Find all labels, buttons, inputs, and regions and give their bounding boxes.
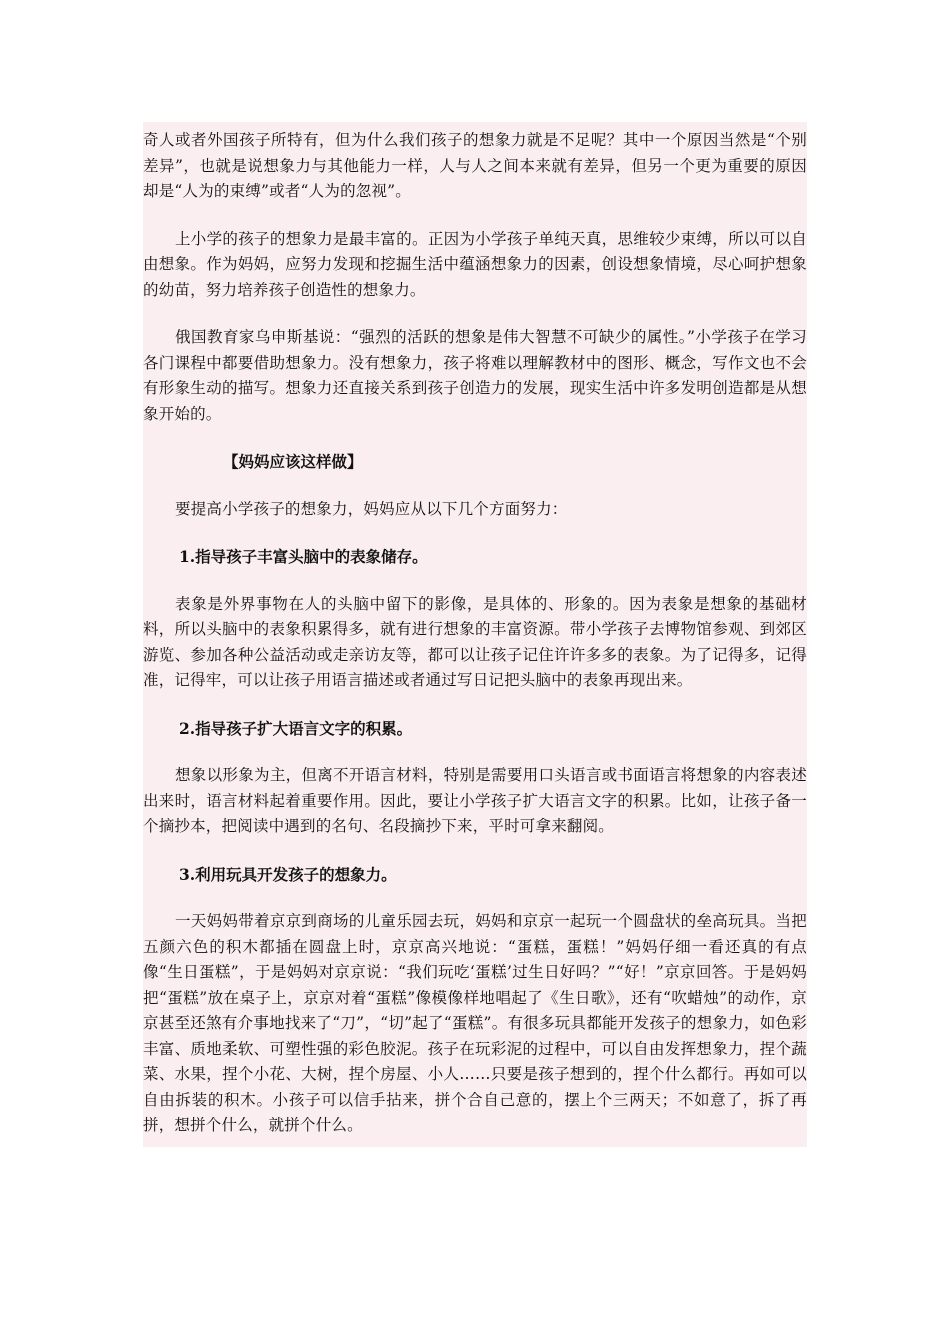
paragraph-ushinsky-quote: 俄国教育家乌申斯基说：“强烈的活跃的想象是伟大智慧不可缺少的属性。”小学孩子在学习各门课程中都要借助想象力。没有想象力，孩子将难以理解教材中的图形、概念，写作文也不会有形象生动的描写。想象力还直接关系到孩子创造力的发展，现实生活中许多发明创造都是从想象开始的。 (143, 328, 807, 423)
paragraph-language: 想象以形象为主，但离不开语言材料，特别是需要用口头语言或书面语言将想象的内容表述出来时，语言材料起着重要作用。因此，要让小学孩子扩大语言文字的积累。比如，让孩子备一个摘抄本，把阅读中遇到的名句、名段摘抄下来，平时可拿来翻阅。 (143, 766, 807, 835)
paragraph-toys-story: 一天妈妈带着京京到商场的儿童乐园去玩，妈妈和京京一起玩一个圆盘状的垒高玩具。当把五颜六色的积木都插在圆盘上时，京京高兴地说：“蛋糕，蛋糕！”妈妈仔细一看还真的有点像“生日蛋糕”，于是妈妈对京京说：“我们玩吃‘蛋糕’过生日好吗？”“好！”京京回答。于是妈妈把“蛋糕”放在桌子上，京京对着“蛋糕”像模像样地唱起了《生日歌》，还有“吹蜡烛”的动作，京京甚至还煞有介事地找来了“刀”，“切”起了“蛋糕”。有很多玩具都能开发孩子的想象力，如色彩丰富、质地柔软、可塑性强的彩色胶泥。孩子在玩彩泥的过程中，可以自由发挥想象力，捏个蔬菜、水果，捏个小花、大树，捏个房屋、小人……只要是孩子想到的，捏个什么都行。再如可以自由拆装的积木。小孩子可以信手拈来，拼个合自己意的，摆上个三两天；不如意了，拆了再拼，想拼个什么，就拼个什么。 (143, 912, 807, 1134)
paragraph-intro: 奇人或者外国孩子所特有，但为什么我们孩子的想象力就是不足呢？其中一个原因当然是“个别差异”，也就是说想象力与其他能力一样，人与人之间本来就有差异，但另一个更为重要的原因却是“人为的束缚”或者“人为的忽视”。 (143, 131, 807, 200)
section-heading-mom-should: 【妈妈应该这样做】 (223, 452, 363, 471)
paragraph-how-to-improve: 要提高小学孩子的想象力，妈妈应从以下几个方面努力： (175, 499, 568, 518)
paragraph-representations: 表象是外界事物在人的头脑中留下的影像，是具体的、形象的。因为表象是想象的基础材料，所以头脑中的表象积累得多，就有进行想象的丰富资源。带小学孩子去博物馆参观、到郊区游览、参加各种公益活动或走亲访友等，都可以让孩子记住许许多多的表象。为了记得多，记得准，记得牢，可以让孩子用语言描述或者通过写日记把头脑中的表象再现出来。 (143, 594, 807, 689)
subheading-2: 2.指导孩子扩大语言文字的积累。 (179, 718, 413, 738)
paragraph-primary-school: 上小学的孩子的想象力是最丰富的。正因为小学孩子单纯天真，思维较少束缚，所以可以自由想象。作为妈妈，应努力发现和挖掘生活中蕴涵想象力的因素，创设想象情境，尽心呵护想象的幼苗，努力培养孩子创造性的想象力。 (143, 229, 807, 299)
subheading-1: 1.指导孩子丰富头脑中的表象储存。 (179, 547, 428, 566)
subheading-3: 3.利用玩具开发孩子的想象力。 (179, 864, 397, 884)
document-body (143, 122, 807, 1147)
